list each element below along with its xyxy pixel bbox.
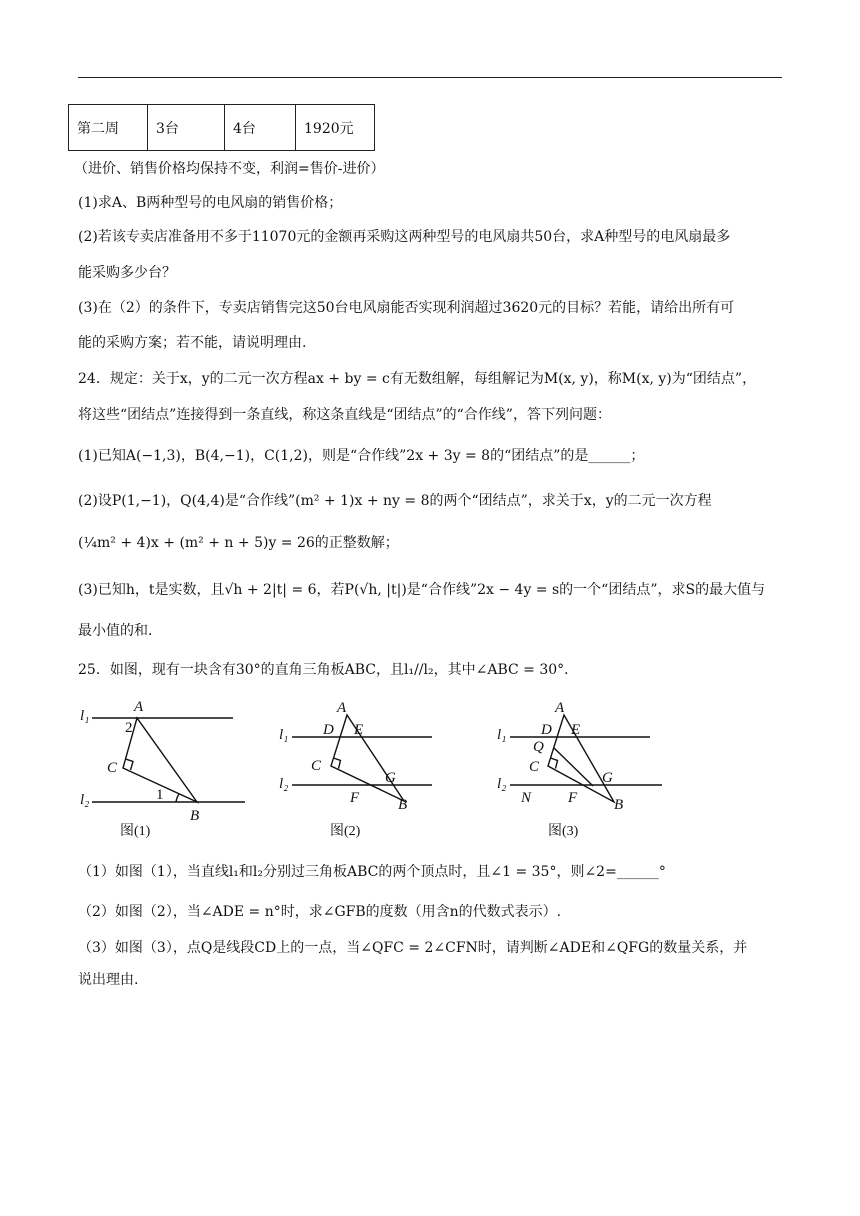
q23-part2-line1: (2)若该专卖店准备用不多于11070元的金额再采购这两种型号的电风扇共50台，求A种型号的电风扇最多	[78, 229, 731, 245]
table-cell: 1920元	[296, 105, 375, 151]
q25-part1: （1）如图（1），当直线l₁和l₂分别过三角板ABC的两个顶点时，且∠1 = 35°，则∠2=______°	[78, 864, 666, 880]
label-g: G	[385, 770, 396, 786]
q23-part2-line2: 能采购多少台？	[78, 265, 176, 281]
table-row	[69, 105, 375, 151]
q23-part1: (1)求A、B两种型号的电风扇的销售价格；	[78, 195, 343, 211]
label-e: E	[571, 722, 581, 738]
q25-part2: （2）如图（2），当∠ADE = n°时，求∠GFB的度数（用含n的代数式表示）.	[78, 904, 562, 920]
label-f: F	[568, 790, 578, 806]
figure-3-caption: 图(3)	[548, 824, 579, 839]
q24-intro-line1: 24．规定：关于x，y的二元一次方程ax + by = c有无数组解，每组解记为M(x, y)，称M(x, y)为“团结点”，	[78, 371, 757, 387]
figure-1-caption: 图(1)	[120, 824, 151, 839]
table-cell: 第二周	[69, 105, 148, 151]
label-a: A	[134, 699, 144, 715]
label-a: A	[337, 700, 347, 716]
label-l2: l₂	[80, 792, 90, 808]
label-b: B	[190, 808, 200, 824]
q25-part3-line2: 说出理由.	[78, 972, 139, 988]
triangle-figures	[70, 698, 790, 844]
q25-intro: 25．如图，现有一块含有30°的直角三角板ABC，且l₁//l₂，其中∠ABC = 30°．	[78, 662, 579, 678]
q24-part1: (1)已知A(−1,3)，B(4,−1)，C(1,2)，则是“合作线”2x + 3y = 8的“团结点”的是______；	[78, 448, 645, 464]
q24-part3-line2: 最小值的和.	[78, 623, 153, 639]
label-f: F	[350, 790, 360, 806]
price-note: （进价、销售价格均保持不变，利润=售价-进价）	[74, 161, 385, 177]
label-l2: l₂	[497, 776, 507, 792]
triangle-abc	[548, 715, 614, 802]
label-q: Q	[533, 739, 544, 755]
label-g: G	[602, 770, 613, 786]
label-c: C	[311, 758, 322, 774]
q24-intro-line2: 将这些“团结点”连接得到一条直线，称这条直线是“团结点”的“合作线”，答下列问题：	[78, 407, 611, 423]
table-cell: 4台	[225, 105, 296, 151]
label-a: A	[555, 700, 565, 716]
angle-1-arc	[176, 794, 179, 802]
label-l1: l₁	[279, 727, 289, 743]
right-angle-mark	[551, 758, 558, 769]
q24-part2-line2: (¼m² + 4)x + (m² + n + 5)y = 26的正整数解；	[78, 535, 399, 551]
label-b: B	[614, 797, 624, 813]
label-b: B	[398, 797, 408, 813]
q23-part3-line2: 能的采购方案；若不能，请说明理由.	[78, 335, 307, 351]
table-cell: 3台	[148, 105, 225, 151]
q24-part3-line1: (3)已知h，t是实数，且√h + 2|t| = 6，若P(√h, |t|)是“合作线”2x − 4y = s的一个“团结点”，求S的最大值与	[78, 582, 766, 598]
header-rule	[78, 77, 782, 78]
right-angle-mark	[126, 759, 134, 770]
label-c: C	[107, 760, 118, 776]
q23-part3-line1: (3)在（2）的条件下，专卖店销售完这50台电风扇能否实现利润超过3620元的目标？若能，请给出所有可	[78, 300, 735, 316]
label-l2: l₂	[279, 776, 289, 792]
label-c: C	[529, 759, 540, 775]
label-n: N	[521, 790, 532, 806]
triangle-abc	[331, 715, 404, 801]
figure-2-caption: 图(2)	[330, 824, 361, 839]
label-l1: l₁	[497, 727, 507, 743]
label-e: E	[354, 722, 364, 738]
label-angle-1: 1	[156, 787, 164, 803]
right-angle-mark	[334, 758, 341, 769]
label-d: D	[541, 722, 552, 738]
label-l1: l₁	[80, 708, 90, 724]
sales-table	[68, 104, 375, 151]
q24-part2-line1: (2)设P(1,−1)，Q(4,4)是“合作线”(m² + 1)x + ny = 8的两个“团结点”，求关于x，y的二元一次方程	[78, 493, 712, 509]
q25-part3-line1: （3）如图（3），点Q是线段CD上的一点，当∠QFC = 2∠CFN时，请判断∠ADE和∠QFG的数量关系，并	[78, 940, 748, 956]
label-d: D	[323, 722, 334, 738]
label-angle-2: 2	[125, 720, 133, 736]
